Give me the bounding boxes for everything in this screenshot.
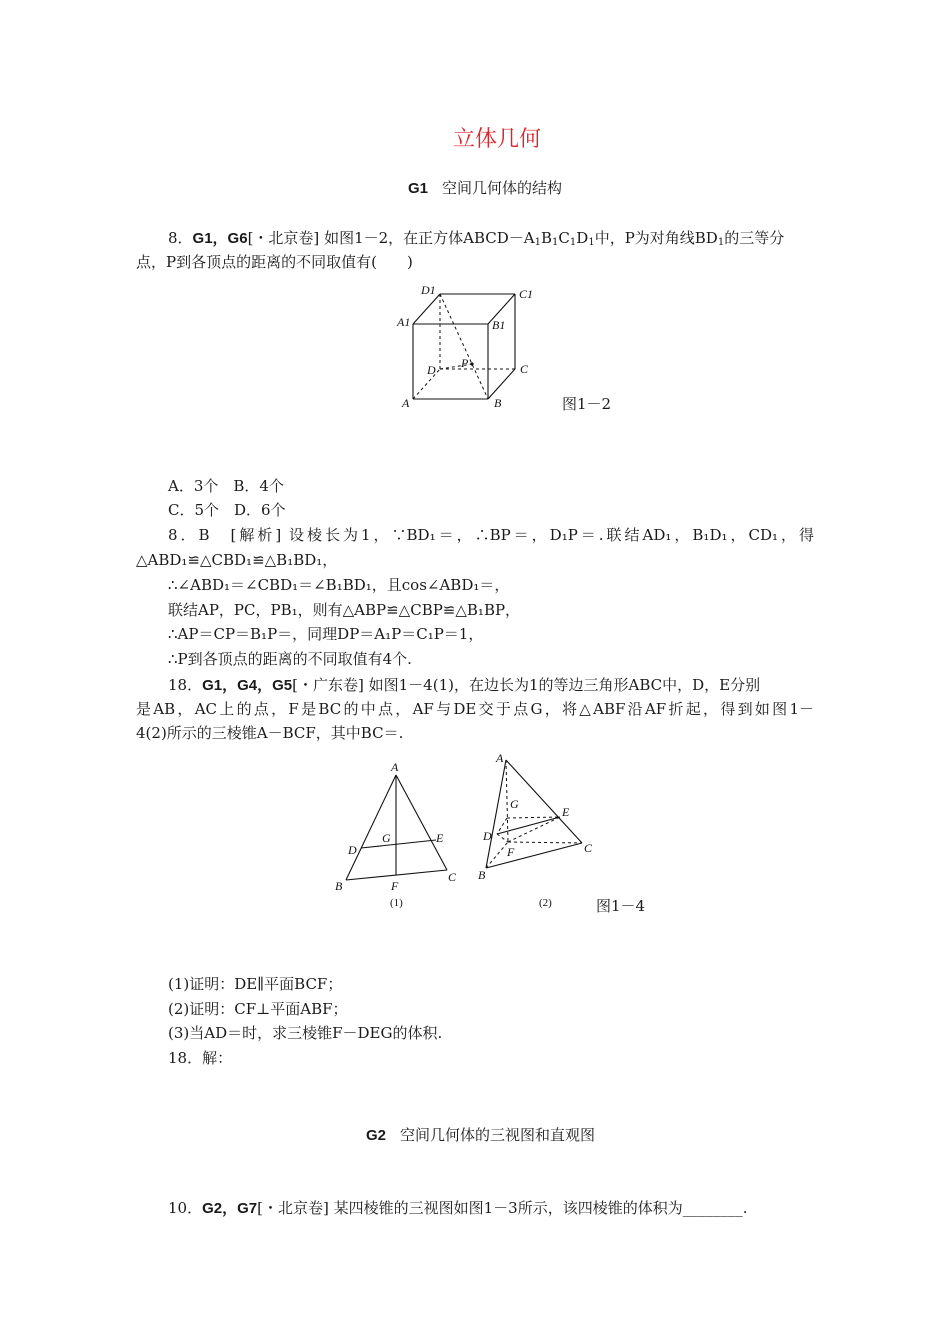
triangle-label-e: E: [436, 831, 444, 845]
question-number: 18．: [168, 676, 203, 694]
cube-label-b1: B1: [492, 318, 506, 332]
question-8-line-2: 点，P到各顶点的距离的不同取值有( ): [136, 253, 413, 271]
subscript: 1: [588, 237, 595, 248]
question-text: 如图1－4(1)，在边长为1的等边三角形ABC中，D，E分别: [368, 676, 761, 694]
section-label: 空间几何体的结构: [442, 179, 563, 197]
pyramid-figure: [470, 748, 605, 913]
section-label: 空间几何体的三视图和直观图: [400, 1126, 596, 1144]
cube-label-a1: A1: [397, 315, 411, 329]
section-code: G1: [408, 180, 429, 197]
question-text: 某四棱锥的三视图如图1－3所示，该四棱锥的体积为: [333, 1199, 683, 1217]
triangle-label-g: G: [382, 831, 391, 845]
q18-part-1: (1)证明：DE∥平面BCF；: [168, 975, 343, 993]
triangle-label-f: F: [391, 879, 399, 893]
question-number: 8．: [168, 229, 193, 247]
question-18-line-3: 4(2)所示的三棱锥A－BCF，其中BC＝.: [136, 724, 404, 742]
pyramid-label-e: E: [562, 805, 570, 819]
question-10-line-1: [168, 1196, 748, 1221]
section-heading-g2: [366, 1124, 595, 1145]
solution-8-line-4: 联结AP，PC，PB₁，则有△ABP≌△CBP≌△B₁BP，: [168, 601, 521, 619]
subscript: 1: [717, 237, 725, 248]
question-18-line-1: [168, 673, 760, 698]
solution-8-line-1: 8．B [解析] 设棱长为1，∵BD₁＝，∴BP＝，D₁P＝.联结AD₁，B₁D₁，CD₁，得: [168, 526, 814, 544]
question-tags: G2，G7: [202, 1200, 258, 1217]
cube-label-c1: C1: [519, 287, 534, 301]
question-tags: G1，G6: [192, 230, 248, 247]
question-tags: G1，G4，G5: [202, 677, 293, 694]
subscript: 1: [534, 237, 542, 248]
triangle-label-c: C: [448, 870, 457, 884]
triangle-label-a: A: [391, 760, 399, 774]
options-line-2: C．5个 D．6个: [168, 501, 286, 519]
section-code: G2: [366, 1127, 387, 1144]
subscript: 1: [569, 237, 577, 248]
question-source: [・广东卷]: [292, 676, 364, 694]
question-text: C: [558, 229, 570, 247]
figure-1-label: (1): [390, 897, 403, 909]
question-text: 的三等分: [724, 229, 785, 247]
question-source: [・北京卷]: [257, 1199, 329, 1217]
q18-part-3: (3)当AD＝时，求三棱锥F－DEG的体积.: [168, 1024, 443, 1042]
question-text: B: [541, 229, 553, 247]
triangle-figure: [330, 755, 465, 915]
q18-answer: 18．解：: [168, 1049, 233, 1067]
question-text: 中，P为对角线BD: [594, 229, 718, 247]
cube-label-d: D: [427, 363, 436, 377]
question-text: D: [576, 229, 589, 247]
pyramid-label-a: A: [496, 751, 504, 765]
pyramid-label-g: G: [510, 797, 519, 811]
cube-label-a: A: [402, 396, 410, 410]
figure-caption-1-2: 图1－2: [562, 395, 612, 413]
question-number: 10．: [168, 1199, 203, 1217]
solution-8-line-5: ∴AP＝CP＝B₁P＝，同理DP＝A₁P＝C₁P＝1，: [168, 625, 484, 643]
solution-8-line-3: ∴∠ABD₁＝∠CBD₁＝∠B₁BD₁，且cos∠ABD₁＝，: [168, 576, 510, 594]
cube-label-b: B: [494, 396, 502, 410]
pyramid-label-d: D: [483, 829, 492, 843]
question-text: .: [742, 1199, 748, 1217]
figure-2-label: (2): [539, 897, 552, 909]
solution-8-line-2: △ABD₁≌△CBD₁≌△B₁BD₁，: [136, 551, 338, 569]
answer-blank[interactable]: ________: [682, 1199, 743, 1217]
cube-label-p: P: [461, 356, 469, 370]
cube-label-d1: D1: [421, 283, 436, 297]
question-text: 如图1－2，在正方体ABCD－A: [324, 229, 535, 247]
pyramid-label-c: C: [584, 841, 593, 855]
options-line-1: A．3个 B．4个: [168, 477, 284, 495]
triangle-label-d: D: [348, 843, 357, 857]
question-18-line-2: 是AB，AC上的点，F是BC的中点，AF与DE交于点G，将△ABF沿AF折起，得到如图1－: [136, 700, 814, 718]
figure-caption-1-4: 图1－4: [596, 897, 646, 915]
solution-8-line-6: ∴P到各顶点的距离的不同取值有4个.: [168, 650, 412, 668]
page-title: 立体几何: [453, 127, 542, 152]
triangle-label-b: B: [335, 879, 343, 893]
section-heading-g1: [408, 177, 562, 198]
question-source: [・北京卷]: [247, 229, 320, 247]
cube-label-c: C: [520, 362, 529, 376]
q18-part-2: (2)证明：CF⊥平面ABF；: [168, 1000, 348, 1018]
pyramid-label-f: F: [507, 845, 515, 859]
pyramid-label-b: B: [478, 868, 486, 882]
subscript: 1: [552, 237, 559, 248]
